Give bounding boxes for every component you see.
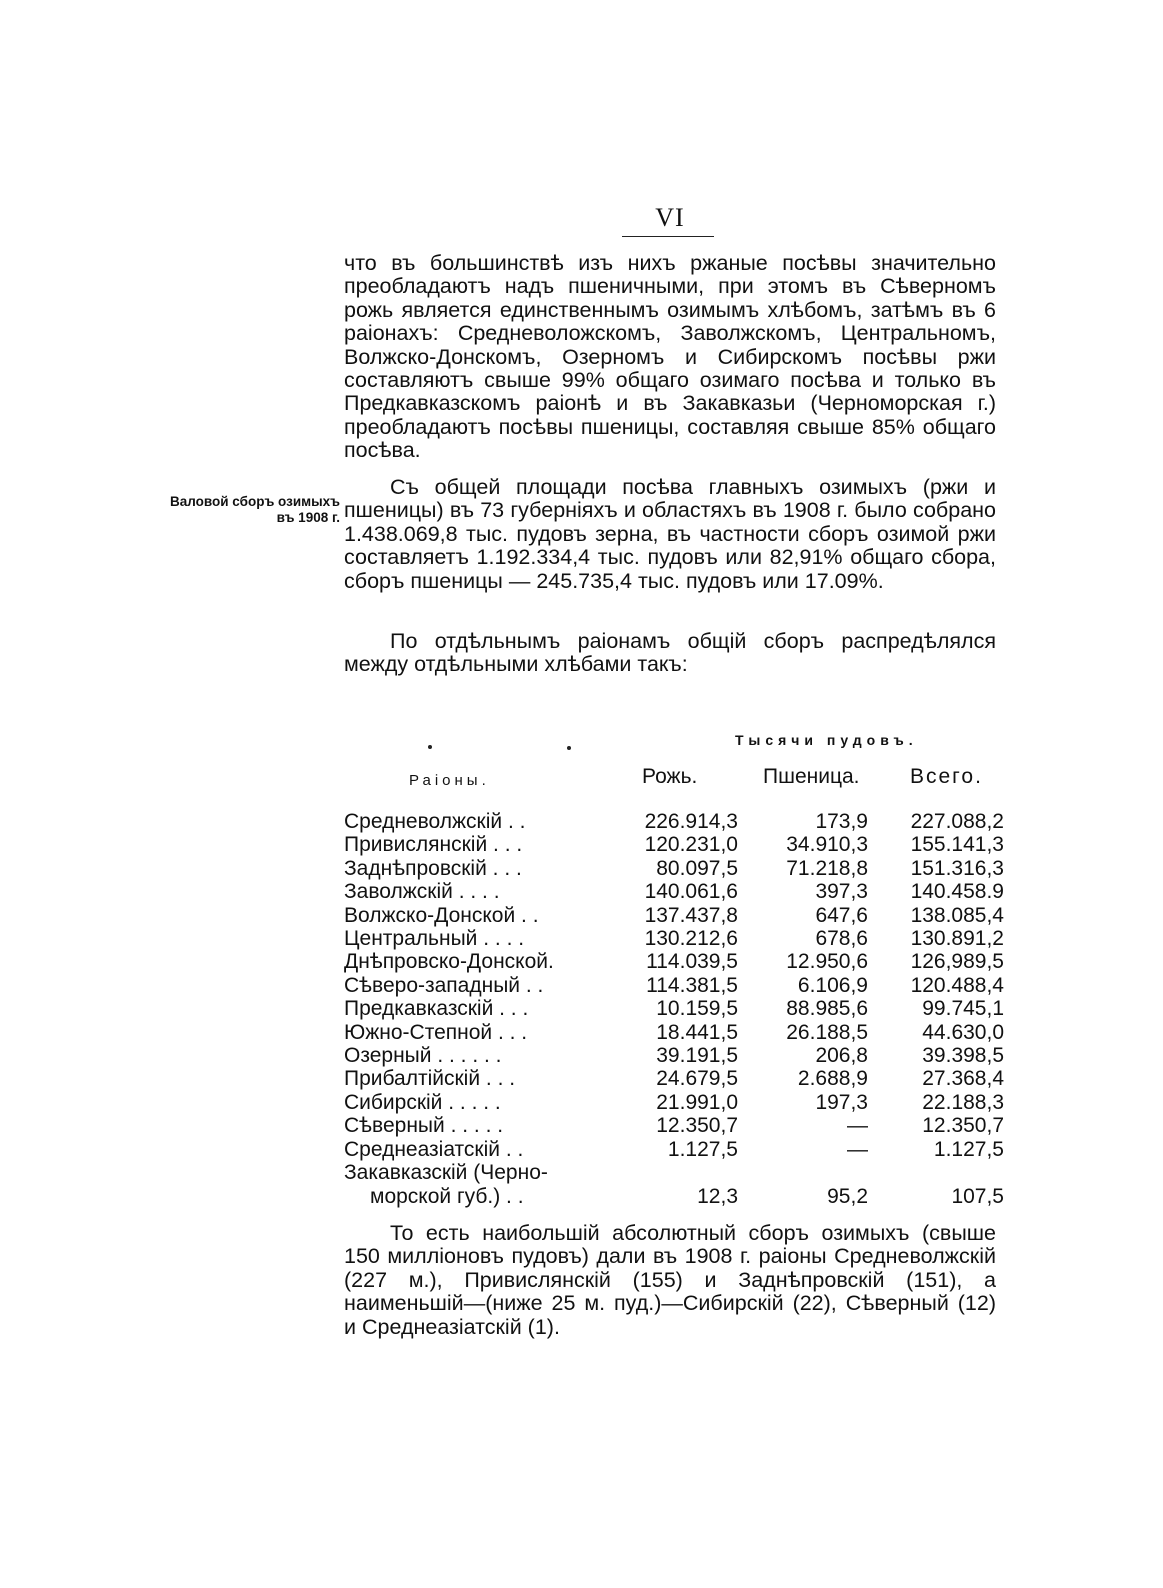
table-row (344, 1114, 1004, 1137)
rye-value: 140.061,6 (644, 880, 738, 904)
column-header-regions: Раіоны. (409, 772, 490, 789)
paragraph-1 (344, 252, 996, 463)
total-value: 99.745,1 (922, 997, 1004, 1021)
table-row (344, 1067, 1004, 1090)
print-dot (428, 745, 432, 749)
paragraph-3-text: По отдѣльнымъ раіонамъ общій сборъ распредѣлялся между отдѣльными хлѣбами такъ: (344, 629, 996, 677)
wheat-value: 12.950,6 (786, 950, 868, 974)
wheat-value: 26.188,5 (786, 1020, 868, 1044)
table-row (344, 1021, 1004, 1044)
wheat-value: 95,2 (827, 1184, 868, 1208)
total-value: 107,5 (951, 1184, 1004, 1208)
total-value: 44.630,0 (922, 1020, 1004, 1044)
rye-value: 39.191,5 (656, 1044, 738, 1068)
rye-value: 24.679,5 (656, 1067, 738, 1091)
rye-value: 137.437,8 (644, 903, 738, 927)
region-name: Сѣверо-западный . . (344, 973, 544, 997)
paragraph-4-text: То есть наибольшій абсолютный сборъ озимыхъ (свыше 150 милліоновъ пудовъ) дали въ 1908 г. раіоны Средневолжскій (227 м.), Привислянскій (155) и Заднѣпровскій (151), а наименьшій—(ниже 25 м. пуд.)—Сибирскій (22), Сѣверный (12) и Среднеазіатскій (1). (344, 1221, 996, 1339)
total-value: 1.127,5 (933, 1137, 1004, 1161)
total-value: 39.398,5 (922, 1044, 1004, 1068)
total-value: 140.458.9 (910, 880, 1004, 904)
margin-note (150, 494, 340, 526)
wheat-value: — (847, 1114, 868, 1138)
total-value: 151.316,3 (910, 856, 1004, 880)
region-name: Привислянскій . . . (344, 833, 523, 857)
total-value: 155.141,3 (910, 833, 1004, 857)
column-header-wheat: Пшеница. (763, 765, 860, 788)
rye-value: 120.231,0 (644, 833, 738, 857)
region-name: Центральный . . . . (344, 927, 525, 951)
table-row (344, 1161, 1004, 1184)
wheat-value: 206,8 (815, 1044, 868, 1068)
region-name: Днѣпровско-Донской. (344, 950, 554, 974)
print-dot (567, 746, 571, 750)
paragraph-3 (344, 630, 996, 677)
wheat-value: — (847, 1137, 868, 1161)
table-row (344, 810, 1004, 833)
rye-value: 21.991,0 (656, 1090, 738, 1114)
wheat-value: 71.218,8 (786, 856, 868, 880)
region-name-continuation: морской губ.) . . (370, 1184, 524, 1208)
paragraph-1-text: что въ большинствѣ изъ нихъ ржаные посѣвы значительно преобладаютъ надъ пшеничными, при этомъ въ Сѣверномъ рожь является единственнымъ озимымъ хлѣбомъ, затѣмъ въ 6 раіонахъ: Средневоложскомъ, Заволжскомъ, Центральномъ, Волжско-Донскомъ, Озерномъ и Сибирскомъ посѣвы ржи составляютъ свыше 99% общаго озимаго посѣва и только въ Предкавказскомъ раіонѣ и въ Закавказьи (Черноморская г.) преобладаютъ посѣвы пшеницы, составляя свыше 85% общаго посѣва. (344, 251, 996, 463)
region-name (344, 1185, 612, 1208)
table-row (344, 950, 1004, 973)
region-name: Средневолжскій . . (344, 810, 526, 833)
table-row (344, 833, 1004, 856)
region-name: Сѣверный . . . . . (344, 1114, 504, 1138)
region-name: Заднѣпровскій . . . (344, 856, 522, 880)
total-value: 130.891,2 (910, 927, 1004, 951)
wheat-value: 173,9 (815, 810, 868, 833)
rye-value: 10.159,5 (656, 997, 738, 1021)
region-name: Сибирскій . . . . . (344, 1090, 501, 1114)
column-header-total: Всего. (910, 765, 983, 788)
rye-value: 12.350,7 (656, 1114, 738, 1138)
region-name: Южно-Степной . . . (344, 1020, 528, 1044)
total-value: 126,989,5 (910, 950, 1004, 974)
table-row (344, 857, 1004, 880)
total-value: 138.085,4 (910, 903, 1004, 927)
total-value: 22.188,3 (922, 1090, 1004, 1114)
table-body (344, 810, 1004, 1161)
rye-value: 12,3 (697, 1184, 738, 1208)
rye-value: 114.381,5 (646, 973, 738, 997)
rye-value: 1.127,5 (667, 1137, 738, 1161)
wheat-value: 88.985,6 (786, 997, 868, 1021)
margin-note-line-2: въ 1908 г. (276, 510, 340, 525)
wheat-value: 6.106,9 (797, 973, 868, 997)
page-number-rule (622, 236, 714, 237)
paragraph-2 (344, 476, 996, 593)
region-name: Прибалтійскій . . . (344, 1067, 516, 1091)
region-name: Среднеазіатскій . . (344, 1137, 524, 1161)
wheat-value: 647,6 (815, 903, 868, 927)
region-name: Предкавказскій . . . (344, 997, 529, 1021)
total-value: 12.350,7 (922, 1114, 1004, 1138)
margin-note-line-1: Валовой сборъ озимыхъ (169, 494, 340, 509)
page-number: VI (655, 203, 685, 232)
rye-value: 130.212,6 (644, 927, 738, 951)
wheat-value: 678,6 (815, 927, 868, 951)
table-row (344, 1044, 1004, 1067)
wheat-value: 34.910,3 (786, 833, 868, 857)
rye-value: 80.097,5 (656, 856, 738, 880)
table-row (344, 880, 1004, 903)
wheat-value: 397,3 (815, 880, 868, 904)
region-name: Озерный . . . . . . (344, 1044, 502, 1068)
rye-value: 226.914,3 (644, 810, 738, 833)
wheat-value: 197,3 (815, 1090, 868, 1114)
table-row (344, 1091, 1004, 1114)
table-row (344, 1138, 1004, 1161)
column-header-rye: Рожь. (642, 765, 698, 788)
table-row (344, 927, 1004, 950)
total-value: 27.368,4 (922, 1067, 1004, 1091)
paragraph-4 (344, 1222, 996, 1339)
total-value: 120.488,4 (910, 973, 1004, 997)
region-name: Волжско-Донской . . (344, 903, 539, 927)
wheat-value: 2.688,9 (797, 1067, 868, 1091)
table-row (344, 974, 1004, 997)
table-row (344, 1185, 1004, 1208)
region-name: Закавказскій (Черно- (344, 1161, 548, 1185)
table-row (344, 904, 1004, 927)
rye-value: 114.039,5 (646, 950, 738, 974)
paragraph-2-text: Съ общей площади посѣва главныхъ озимыхъ (ржи и пшеницы) въ 73 губерніяхъ и областяхъ въ 1908 г. было собрано 1.438.069,8 тыс. пудовъ зерна, въ частности сборъ озимой ржи составляетъ 1.192.334,4 тыс. пудовъ или 82,91% общаго сбора, сборъ пшеницы — 245.735,4 тыс. пудовъ или 17.09%. (344, 475, 996, 593)
table-row (344, 997, 1004, 1020)
region-name: Заволжскій . . . . (344, 880, 500, 904)
rye-value: 18.441,5 (656, 1020, 738, 1044)
table-units-header: Тысячи пудовъ. (735, 732, 918, 748)
harvest-table (344, 810, 1004, 1208)
table-last-row-group (344, 1161, 1004, 1208)
total-value: 227.088,2 (910, 810, 1004, 833)
